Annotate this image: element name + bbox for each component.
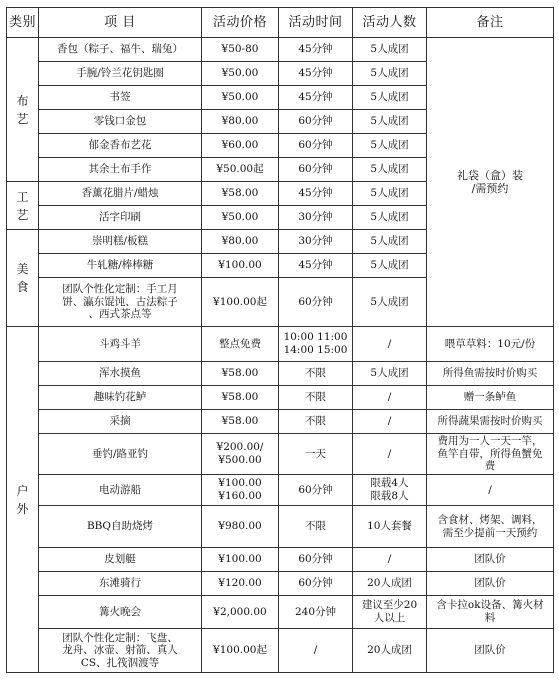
time-line: 45分钟 <box>298 67 333 80</box>
time-line: 一天 <box>305 447 326 460</box>
people-line: 限载4人 <box>370 477 409 490</box>
project-line: 浑水摸鱼 <box>99 367 141 380</box>
people-line: 5人成团 <box>370 211 409 224</box>
people-line: 5人成团 <box>370 187 409 200</box>
note-line: 所得蔬果需按时价购买 <box>437 415 543 428</box>
price-cell <box>202 134 279 158</box>
people-cell <box>353 327 427 362</box>
price-cell <box>202 362 279 386</box>
people-line: 10人套餐 <box>367 520 412 533</box>
table-row <box>7 475 554 506</box>
header-project: 项 目 <box>39 8 202 38</box>
time-cell <box>279 134 353 158</box>
table-row <box>7 572 554 596</box>
people-cell <box>353 134 427 158</box>
people-line: / <box>387 447 392 460</box>
people-line: 5人成团 <box>370 115 409 128</box>
people-line: 5人成团 <box>370 43 409 56</box>
price-cell <box>202 110 279 134</box>
time-cell <box>279 410 353 434</box>
price-line: ¥50.00 <box>221 211 259 224</box>
project-cell <box>39 506 202 548</box>
time-line: 60分钟 <box>298 139 333 152</box>
price-cell <box>202 548 279 572</box>
project-line: 崇明糕/板糕 <box>91 235 149 248</box>
people-cell <box>353 62 427 86</box>
project-cell <box>39 386 202 410</box>
note-cell <box>427 548 554 572</box>
project-cell <box>39 362 202 386</box>
project-line: 、西式茶点等 <box>88 308 152 321</box>
project-line: 东滩骑行 <box>99 577 141 590</box>
time-line: 不限 <box>305 520 326 533</box>
category-outdoor <box>7 327 39 673</box>
project-cell <box>39 596 202 629</box>
people-cell <box>353 386 427 410</box>
price-line: ¥50.00起 <box>216 163 264 176</box>
people-cell <box>353 410 427 434</box>
time-line: 不限 <box>305 391 326 404</box>
category-craft <box>7 182 39 230</box>
time-line: 60分钟 <box>298 163 333 176</box>
note-line: 需至少提前一天预约 <box>442 526 538 539</box>
people-cell <box>353 596 427 629</box>
project-line: 香包（粽子、福牛、瑞兔） <box>57 43 183 56</box>
header-price: 活动价格 <box>202 8 279 38</box>
table-row <box>7 506 554 548</box>
project-cell <box>39 410 202 434</box>
people-line: 建议至少20 <box>361 599 418 612</box>
people-line: 5人成团 <box>370 67 409 80</box>
time-cell <box>279 629 353 673</box>
project-line: 团队个性化定制：手工月 <box>62 283 178 296</box>
time-line: 45分钟 <box>298 259 333 272</box>
time-cell <box>279 110 353 134</box>
time-cell <box>279 206 353 230</box>
table-row <box>7 38 554 62</box>
people-cell <box>353 86 427 110</box>
people-line: 5人成团 <box>370 163 409 176</box>
category-food-line: 食 <box>16 280 29 294</box>
table-header <box>7 8 554 38</box>
price-cell <box>202 596 279 629</box>
time-cell <box>279 434 353 475</box>
people-line: / <box>387 391 392 404</box>
project-line: 香薰花腊片/蜡烛 <box>81 187 159 200</box>
price-line: ¥120.00 <box>218 577 262 590</box>
price-line: ¥58.00 <box>221 367 259 380</box>
project-line: 其余土布手作 <box>88 163 152 176</box>
project-cell <box>39 548 202 572</box>
table-row <box>7 362 554 386</box>
project-cell <box>39 38 202 62</box>
people-line: 5人成团 <box>370 295 409 308</box>
note-line: 团队价 <box>474 553 506 566</box>
price-line: ¥58.00 <box>221 187 259 200</box>
note-cell <box>427 327 554 362</box>
table-body <box>7 38 554 673</box>
note-cell <box>427 506 554 548</box>
project-cell <box>39 629 202 673</box>
project-line: CS、扎筏泅渡等 <box>80 656 160 669</box>
time-cell <box>279 475 353 506</box>
people-line: / <box>387 337 392 350</box>
people-cell <box>353 158 427 182</box>
time-cell <box>279 327 353 362</box>
price-line: ¥58.00 <box>221 391 259 404</box>
note-cell <box>427 475 554 506</box>
table-row <box>7 410 554 434</box>
people-line: 5人成团 <box>370 139 409 152</box>
project-cell <box>39 230 202 254</box>
project-cell <box>39 206 202 230</box>
note-line: 料 <box>484 612 496 624</box>
price-cell <box>202 410 279 434</box>
project-cell <box>39 86 202 110</box>
shared-note-line: 礼袋（盒）装 <box>457 168 523 182</box>
project-line: 电动游船 <box>99 483 141 496</box>
activity-price-table <box>6 7 554 673</box>
time-cell <box>279 572 353 596</box>
time-line: 45分钟 <box>298 43 333 56</box>
table-row <box>7 548 554 572</box>
note-line: 费 <box>484 460 496 473</box>
price-line: ¥160.00 <box>218 490 262 502</box>
time-cell <box>279 596 353 629</box>
note-line: 所得鱼需按时价购买 <box>442 367 538 380</box>
time-cell <box>279 386 353 410</box>
project-line: 手腕/铃兰花钥匙圈 <box>76 67 164 80</box>
time-line: 60分钟 <box>298 295 333 308</box>
time-line: 45分钟 <box>298 187 333 200</box>
people-line: 20人成团 <box>367 577 412 590</box>
project-line: 斗鸡斗羊 <box>99 337 141 350</box>
table-row <box>7 596 554 629</box>
time-line: 240分钟 <box>294 605 337 618</box>
category-craft-line: 艺 <box>16 207 29 222</box>
project-line: 牛轧糖/棒棒糖 <box>86 259 154 272</box>
price-cell <box>202 506 279 548</box>
price-line: ¥2,000.00 <box>213 605 267 618</box>
people-cell <box>353 182 427 206</box>
note-line: 费用为一人一天一竿， <box>437 435 543 448</box>
project-cell <box>39 134 202 158</box>
note-cell <box>427 434 554 475</box>
people-cell <box>353 572 427 596</box>
price-line: ¥100.00 <box>218 477 262 490</box>
project-line: 郁金香布艺花 <box>88 139 152 152</box>
people-line: / <box>387 553 392 566</box>
price-line: ¥50-80 <box>221 43 259 56</box>
time-line: 10:00 11:00 <box>283 331 348 344</box>
note-cell <box>427 572 554 596</box>
people-line: 5人成团 <box>370 91 409 104</box>
time-cell <box>279 182 353 206</box>
time-line: 60分钟 <box>298 483 333 496</box>
people-cell <box>353 38 427 62</box>
time-line: 60分钟 <box>298 553 333 566</box>
header-people: 活动人数 <box>353 8 427 38</box>
time-cell <box>279 62 353 86</box>
project-line: 团队个性化定制：飞盘、 <box>62 631 178 644</box>
project-line: 书签 <box>109 91 131 104</box>
people-line: 限载8人 <box>370 490 409 502</box>
project-cell <box>39 62 202 86</box>
price-cell <box>202 475 279 506</box>
note-cell <box>427 410 554 434</box>
note-cell <box>427 362 554 386</box>
category-craft-line: 工 <box>16 189 29 204</box>
people-cell <box>353 434 427 475</box>
category-food-line: 美 <box>16 262 29 276</box>
note-cell <box>427 386 554 410</box>
project-cell <box>39 434 202 475</box>
price-line: ¥200.00/ <box>216 441 264 454</box>
price-line: ¥100.00起 <box>213 644 267 657</box>
price-cell <box>202 38 279 62</box>
time-cell <box>279 254 353 278</box>
people-line: / <box>387 415 392 428</box>
project-line: 趣味钓花鲈 <box>93 391 147 404</box>
price-line: ¥80.00 <box>221 235 259 248</box>
project-line: 零钱口金包 <box>93 115 147 128</box>
project-line: 活字印刷 <box>99 211 141 224</box>
people-line: 5人成团 <box>370 235 409 248</box>
people-cell <box>353 110 427 134</box>
time-cell <box>279 548 353 572</box>
people-cell <box>353 278 427 327</box>
price-line: ¥980.00 <box>218 520 262 533</box>
people-cell <box>353 362 427 386</box>
category-outdoor-line: 外 <box>16 501 29 516</box>
category-fabric <box>7 38 39 182</box>
people-cell <box>353 206 427 230</box>
note-cell <box>427 596 554 629</box>
time-line: 45分钟 <box>298 91 333 104</box>
table-row <box>7 386 554 410</box>
time-line: 60分钟 <box>298 577 333 590</box>
people-cell <box>353 629 427 673</box>
price-line: ¥58.00 <box>221 415 259 428</box>
price-line: ¥500.00 <box>218 454 262 466</box>
price-cell <box>202 158 279 182</box>
people-line: 人以上 <box>373 612 406 624</box>
price-cell <box>202 278 279 327</box>
people-cell <box>353 230 427 254</box>
project-line: 饼、瀛东馄饨、古法粽子 <box>62 295 178 308</box>
people-cell <box>353 254 427 278</box>
note-line: / <box>488 483 492 496</box>
category-fabric-line: 艺 <box>16 111 29 126</box>
price-line: ¥80.00 <box>221 115 259 128</box>
time-cell <box>279 158 353 182</box>
price-line: ¥100.00起 <box>213 295 267 308</box>
people-cell <box>353 506 427 548</box>
project-cell <box>39 327 202 362</box>
shared-note-cell <box>427 38 554 327</box>
price-line: ¥60.00 <box>221 139 259 152</box>
time-cell <box>279 278 353 327</box>
project-line: 垂钓/路亚钓 <box>91 447 149 460</box>
price-cell <box>202 182 279 206</box>
table-row <box>7 327 554 362</box>
time-cell <box>279 230 353 254</box>
people-cell <box>353 475 427 506</box>
note-line: 赠一条鲈鱼 <box>463 391 517 404</box>
category-outdoor-line: 户 <box>16 483 29 498</box>
time-line: 60分钟 <box>298 115 333 128</box>
price-line: ¥50.00 <box>221 67 259 80</box>
note-line: 含卡拉ok设备、篝火材 <box>436 599 544 612</box>
project-line: 皮划艇 <box>104 553 136 566</box>
project-cell <box>39 110 202 134</box>
time-cell <box>279 362 353 386</box>
project-cell <box>39 475 202 506</box>
project-cell <box>39 182 202 206</box>
project-cell <box>39 572 202 596</box>
people-cell <box>353 548 427 572</box>
time-line: 不限 <box>305 415 326 428</box>
time-line: 不限 <box>305 367 326 380</box>
header-category: 类别 <box>7 8 39 38</box>
people-line: 5人成团 <box>370 259 409 272</box>
shared-note-line: /需预约 <box>471 182 509 195</box>
price-cell <box>202 629 279 673</box>
table-row <box>7 434 554 475</box>
project-line: BBQ自助烧烤 <box>86 520 154 533</box>
project-cell <box>39 158 202 182</box>
price-cell <box>202 386 279 410</box>
price-line: ¥100.00 <box>218 259 262 272</box>
people-line: 5人成团 <box>370 367 409 380</box>
time-line: 30分钟 <box>298 211 333 224</box>
price-cell <box>202 434 279 475</box>
time-cell <box>279 506 353 548</box>
note-line: 团队价 <box>474 577 506 590</box>
price-cell <box>202 86 279 110</box>
project-line: 采摘 <box>109 415 131 428</box>
price-cell <box>202 230 279 254</box>
project-line: 篝火晚会 <box>99 605 141 618</box>
category-food <box>7 230 39 327</box>
time-cell <box>279 38 353 62</box>
price-cell <box>202 254 279 278</box>
note-line: 鱼竿自带，所得鱼蟹免 <box>437 447 543 460</box>
time-line: / <box>313 644 318 657</box>
note-line: 含食材、烤架、调料， <box>437 513 543 526</box>
price-cell <box>202 572 279 596</box>
price-cell <box>202 327 279 362</box>
category-fabric-line: 布 <box>16 93 29 108</box>
price-cell <box>202 62 279 86</box>
note-line: 团队价 <box>474 644 506 657</box>
time-line: 14:00 15:00 <box>283 344 348 356</box>
price-line: 整点免费 <box>219 337 261 350</box>
note-line: 喂草草料：10元/份 <box>444 337 536 350</box>
project-cell <box>39 254 202 278</box>
project-cell <box>39 278 202 327</box>
price-cell <box>202 206 279 230</box>
time-line: 30分钟 <box>298 235 333 248</box>
time-cell <box>279 86 353 110</box>
table-row <box>7 629 554 673</box>
note-cell <box>427 629 554 673</box>
project-line: 龙舟、冰壶、射箭、真人 <box>62 644 178 657</box>
price-line: ¥50.00 <box>221 91 259 104</box>
header-note: 备注 <box>427 8 554 38</box>
header-time: 活动时间 <box>279 8 353 38</box>
people-line: 20人成团 <box>367 644 412 657</box>
price-line: ¥100.00 <box>218 553 262 566</box>
